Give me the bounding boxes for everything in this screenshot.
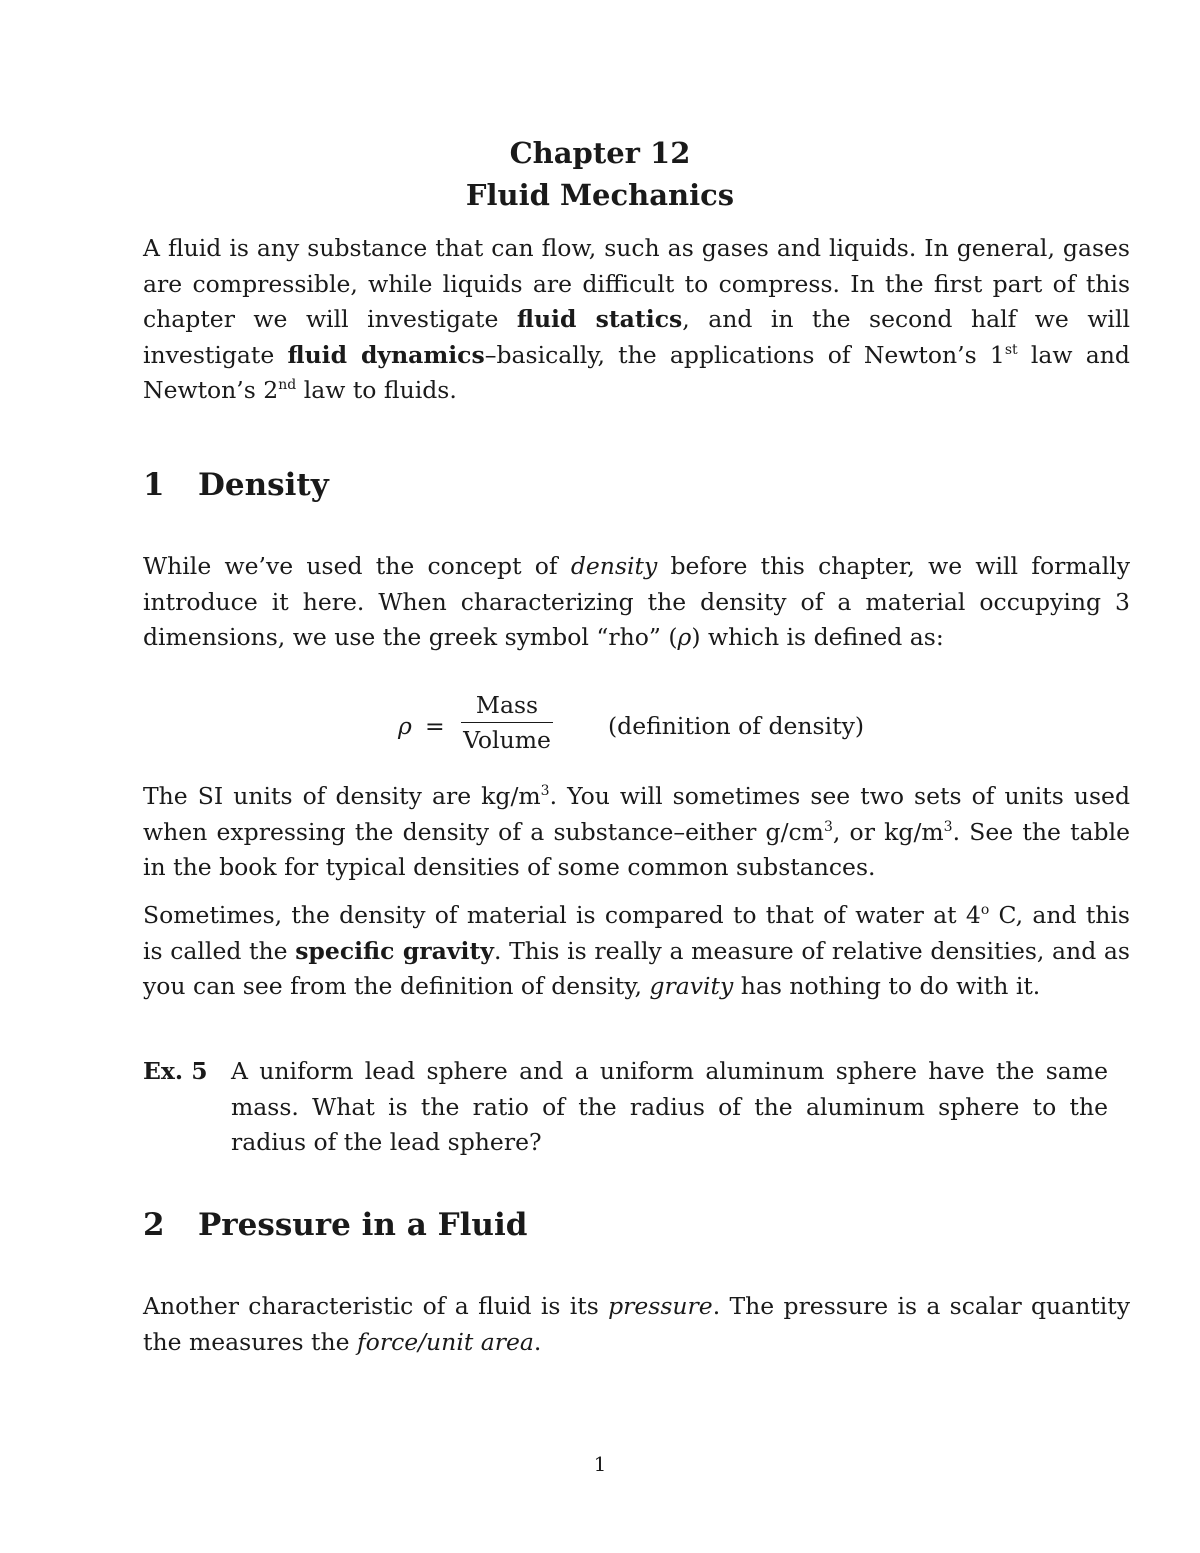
intro-paragraph: A fluid is any substance that can flow, such as gases and liquids. In general, gases are compressible, while liquids are difficult to compress. In the first part of this chapter we will investigate fluid statics, and in the second half we will investigate fluid dynamics–basically, the applications of Newton’s 1st law and Newton’s 2nd law to fluids. — [143, 234, 1130, 404]
example-label: Ex. 5 — [143, 1057, 208, 1085]
term-specific-gravity: specific gravity — [295, 936, 494, 965]
rho-symbol: ρ — [677, 623, 692, 651]
density-equation — [0, 690, 1200, 760]
density-paragraph-1: While we’ve used the concept of density before this chapter, we will formally introduce it here. When characterizing the density of a material occupying 3 dimensions, we use the greek symbol “rho” (ρ) which is defined as: — [143, 552, 1130, 651]
page-number: 1 — [593, 1452, 607, 1476]
term-fluid-statics: fluid statics — [516, 305, 683, 333]
section-heading-pressure: 2 Pressure in a Fluid — [143, 1207, 528, 1243]
pressure-paragraph-1: Another characteristic of a fluid is its pressure. The pressure is a scalar quantity the measures the force/unit area. — [143, 1292, 1131, 1356]
example-text: A uniform lead sphere and a uniform aluminum sphere have the same mass. What is the ratio of the radius of the aluminum sphere to the radius of the lead sphere? — [231, 1057, 1108, 1156]
example-5 — [143, 1054, 1108, 1161]
equation-lhs: ρ — [398, 712, 412, 740]
density-paragraph-2: The SI units of density are $kg/m^3$. You will sometimes see two sets of units used when expressing the density of a substance–either $g/cm^3$, or $kg/m^3$. See the table in the book for typical densities of some common substances. — [143, 782, 1131, 881]
term-density: density — [570, 552, 658, 580]
chapter-number: Chapter 12 — [509, 136, 691, 170]
term-gravity: gravity — [649, 972, 734, 1000]
chapter-title: Fluid Mechanics — [465, 178, 735, 212]
equation-note: (definition of density) — [608, 712, 865, 740]
density-paragraph-3: Sometimes, the density of material is compared to that of water at 4$^o$ C, and this is called the specific gravity. This is really a measure of relative densities, and as you can see from the definition of density, gravity has nothing to do with it. — [143, 901, 1130, 1000]
fraction-denominator: Volume — [463, 726, 551, 754]
fraction-numerator: Mass — [461, 690, 553, 723]
term-pressure: pressure — [608, 1292, 713, 1320]
section-heading-density: 1 Density — [143, 467, 329, 503]
equation-fraction — [461, 690, 553, 757]
term-fluid-dynamics: fluid dynamics — [287, 340, 485, 369]
term-force-unit-area: force/unit area — [356, 1327, 534, 1356]
equation-equals: = — [425, 712, 445, 740]
